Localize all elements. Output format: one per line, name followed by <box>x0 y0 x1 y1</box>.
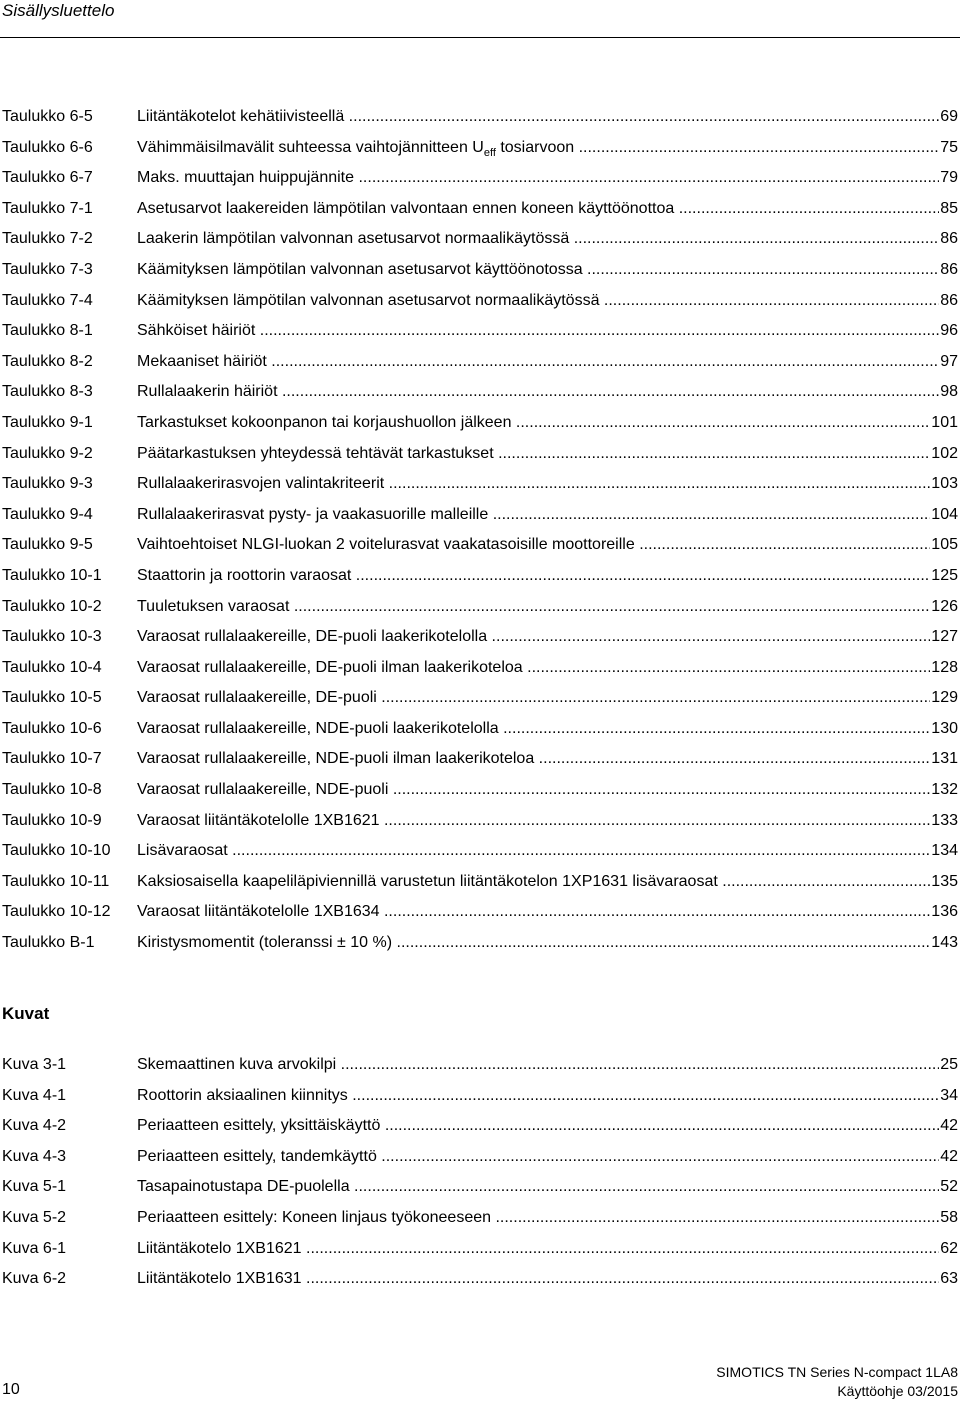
entry-title-text: Liitäntäkotelo 1XB1631 <box>137 1270 302 1288</box>
entry-page-number: 143 <box>931 934 958 952</box>
table-entry[interactable] <box>2 255 958 286</box>
entry-page-number: 63 <box>940 1270 958 1288</box>
header-divider <box>0 37 960 38</box>
entry-page-number: 103 <box>931 475 958 493</box>
entry-title <box>137 439 930 470</box>
entry-page-number: 136 <box>931 903 958 921</box>
entry-page-number: 42 <box>940 1117 958 1135</box>
entry-title-text: Varaosat rullalaakereille, DE-puoli laakerikotelolla <box>137 628 488 646</box>
table-entry[interactable] <box>2 377 958 408</box>
entry-title <box>137 530 930 561</box>
entry-title <box>137 775 930 806</box>
figure-entry[interactable] <box>2 1264 958 1295</box>
entry-title <box>137 1142 939 1173</box>
table-entry[interactable] <box>2 836 958 867</box>
entry-title-text: Varaosat liitäntäkotelolle 1XB1634 <box>137 903 380 921</box>
footer-manual: Käyttöohje 03/2015 <box>837 1383 958 1399</box>
entry-title-text: Periaatteen esittely, tandemkäyttö <box>137 1147 377 1165</box>
figure-entry[interactable] <box>2 1142 958 1173</box>
entry-page-number: 34 <box>940 1086 958 1104</box>
entry-label: Kuva 4-2 <box>2 1117 67 1135</box>
figures-heading: Kuvat <box>2 1004 50 1023</box>
entry-title <box>137 592 930 623</box>
entry-label: Taulukko 10-1 <box>2 566 102 584</box>
table-entry[interactable] <box>2 653 958 684</box>
table-entry[interactable] <box>2 163 958 194</box>
entry-title <box>137 653 930 684</box>
entry-title <box>137 561 930 592</box>
table-entry[interactable] <box>2 592 958 623</box>
table-entry[interactable] <box>2 408 958 439</box>
entry-label: Taulukko 7-2 <box>2 230 93 248</box>
entry-title <box>137 897 930 928</box>
entry-title-text: Varaosat rullalaakereille, NDE-puoli ilman laakerikoteloa <box>137 750 535 768</box>
table-entry[interactable] <box>2 439 958 470</box>
entry-label: Kuva 6-1 <box>2 1239 67 1257</box>
entry-title-text: Tarkastukset kokoonpanon tai korjaushuollon jälkeen <box>137 413 512 431</box>
entry-label: Taulukko 10-7 <box>2 750 102 768</box>
entry-title-text: Vähimmäisilmavälit suhteessa vaihtojännitteen U <box>137 138 484 156</box>
tables-list <box>2 102 958 959</box>
page-number: 10 <box>2 1381 20 1398</box>
entry-label: Taulukko 8-3 <box>2 383 93 401</box>
entry-title-text: Varaosat rullalaakereille, NDE-puoli <box>137 781 389 799</box>
entry-page-number: 135 <box>931 872 958 890</box>
entry-page-number: 58 <box>940 1208 958 1226</box>
entry-title-text: Periaatteen esittely: Koneen linjaus työkoneeseen <box>137 1208 492 1226</box>
entry-page-number: 129 <box>931 689 958 707</box>
entry-title <box>137 714 930 745</box>
entry-label: Kuva 3-1 <box>2 1056 67 1073</box>
entry-page-number: 86 <box>940 260 958 278</box>
entry-page-number: 69 <box>940 108 958 125</box>
table-entry[interactable] <box>2 806 958 837</box>
entry-label: Taulukko B-1 <box>2 934 95 952</box>
table-entry[interactable] <box>2 500 958 531</box>
entry-page-number: 75 <box>940 138 958 156</box>
figure-entry[interactable] <box>2 1172 958 1203</box>
entry-title <box>137 1111 939 1142</box>
entry-page-number: 105 <box>931 536 958 554</box>
entry-title-text: Varaosat liitäntäkotelolle 1XB1621 <box>137 811 380 829</box>
figure-entry[interactable] <box>2 1081 958 1112</box>
entry-title <box>137 469 930 500</box>
entry-title <box>137 255 939 286</box>
entry-label: Taulukko 9-5 <box>2 536 93 554</box>
entry-title-text: Staattorin ja roottorin varaosat <box>137 566 352 584</box>
entry-title-text: Periaatteen esittely, yksittäiskäyttö <box>137 1117 381 1135</box>
table-entry[interactable] <box>2 316 958 347</box>
entry-title-text: Skemaattinen kuva arvokilpi <box>137 1056 337 1073</box>
entry-title <box>137 316 939 347</box>
entry-page-number: 62 <box>940 1239 958 1257</box>
table-entry[interactable] <box>2 469 958 500</box>
table-entry[interactable] <box>2 133 958 164</box>
entry-title <box>137 224 939 255</box>
entry-title-text: Liitäntäkotelo 1XB1621 <box>137 1239 302 1257</box>
entry-title-text: Rullalaakerirasvojen valintakriteerit <box>137 475 385 493</box>
entry-label: Taulukko 7-1 <box>2 199 93 217</box>
figures-list <box>2 1050 958 1295</box>
entry-page-number: 126 <box>931 597 958 615</box>
entry-label: Taulukko 6-7 <box>2 169 93 187</box>
entry-title <box>137 102 939 133</box>
figure-entry[interactable] <box>2 1203 958 1234</box>
entry-title-text: Maks. muuttajan huippujännite <box>137 169 355 187</box>
entry-title-text: Lisävaraosat <box>137 842 228 860</box>
entry-title-text: Tasapainotustapa DE-puolella <box>137 1178 350 1196</box>
entry-page-number: 131 <box>931 750 958 768</box>
entry-title-text: Kiristysmomentit (toleranssi ± 10 %) <box>137 934 393 952</box>
entry-page-number: 25 <box>940 1056 958 1073</box>
entry-title-text-after: tosiarvoon <box>495 138 575 156</box>
table-entry[interactable] <box>2 897 958 928</box>
table-entry[interactable] <box>2 683 958 714</box>
entry-page-number: 52 <box>940 1178 958 1196</box>
table-entry[interactable] <box>2 867 958 898</box>
entry-title-text: Sähköiset häiriöt <box>137 322 256 340</box>
entry-page-number: 42 <box>940 1147 958 1165</box>
entry-title <box>137 1050 939 1081</box>
entry-title <box>137 377 939 408</box>
entry-title <box>137 1264 939 1295</box>
entry-title-subscript: eff <box>483 146 496 159</box>
table-entry[interactable] <box>2 744 958 775</box>
entry-label: Taulukko 10-10 <box>2 842 111 860</box>
entry-page-number: 130 <box>931 719 958 737</box>
table-entry[interactable] <box>2 928 958 959</box>
entry-title <box>137 744 930 775</box>
entry-label: Taulukko 10-12 <box>2 903 111 921</box>
entry-title-text: Käämityksen lämpötilan valvonnan asetusarvot käyttöönotossa <box>137 260 583 278</box>
entry-label: Taulukko 7-3 <box>2 260 93 278</box>
entry-label: Taulukko 8-2 <box>2 352 93 370</box>
entry-label: Kuva 4-1 <box>2 1086 67 1104</box>
entry-title-text: Tuuletuksen varaosat <box>137 597 290 615</box>
entry-title <box>137 408 930 439</box>
entry-page-number: 127 <box>931 628 958 646</box>
table-entry[interactable] <box>2 102 958 133</box>
table-entry[interactable] <box>2 194 958 225</box>
entry-page-number: 85 <box>940 199 958 217</box>
entry-title <box>137 867 930 898</box>
entry-label: Taulukko 10-8 <box>2 781 102 799</box>
entry-title-text: Liitäntäkotelot kehätiivisteellä <box>137 108 345 125</box>
entry-label: Taulukko 9-4 <box>2 505 93 523</box>
entry-page-number: 128 <box>931 658 958 676</box>
entry-page-number: 133 <box>931 811 958 829</box>
entry-label: Taulukko 7-4 <box>2 291 93 309</box>
entry-page-number: 104 <box>931 505 958 523</box>
entry-title <box>137 286 939 317</box>
entry-label: Taulukko 6-5 <box>2 108 93 125</box>
figure-entry[interactable] <box>2 1234 958 1265</box>
entry-label: Taulukko 10-5 <box>2 689 102 707</box>
entry-title-text: Varaosat rullalaakereille, DE-puoli ilman laakerikoteloa <box>137 658 523 676</box>
footer-product: SIMOTICS TN Series N-compact 1LA8 <box>716 1364 958 1380</box>
entry-label: Taulukko 10-9 <box>2 811 102 829</box>
entry-label: Kuva 5-2 <box>2 1208 67 1226</box>
entry-label: Taulukko 10-3 <box>2 628 102 646</box>
entry-page-number: 86 <box>940 230 958 248</box>
entry-title-text: Asetusarvot laakereiden lämpötilan valvontaan ennen koneen käyttöönottoa <box>137 199 675 217</box>
entry-label: Taulukko 9-1 <box>2 413 93 431</box>
entry-page-number: 96 <box>940 322 958 340</box>
entry-title-text: Roottorin aksiaalinen kiinnitys <box>137 1086 348 1104</box>
entry-title <box>137 347 939 378</box>
entry-title <box>137 806 930 837</box>
table-entry[interactable] <box>2 224 958 255</box>
entry-title-text: Käämityksen lämpötilan valvonnan asetusarvot normaalikäytössä <box>137 291 600 309</box>
table-entry[interactable] <box>2 347 958 378</box>
entry-title-text: Rullalaakerirasvat pysty- ja vaakasuorille malleille <box>137 505 489 523</box>
entry-title <box>137 622 930 653</box>
entry-title-text: Varaosat rullalaakereille, NDE-puoli laakerikotelolla <box>137 719 499 737</box>
entry-title-text: Mekaaniset häiriöt <box>137 352 267 370</box>
entry-page-number: 97 <box>940 352 958 370</box>
table-entry[interactable] <box>2 714 958 745</box>
entry-title-text: Vaihtoehtoiset NLGI-luokan 2 voitelurasvat vaakatasoisille moottoreille <box>137 536 635 554</box>
entry-label: Taulukko 8-1 <box>2 322 93 340</box>
page-header-title: Sisällysluettelo <box>2 1 115 20</box>
entry-title <box>137 500 930 531</box>
entry-title-text: Rullalaakerin häiriöt <box>137 383 278 401</box>
entry-title-text: Päätarkastuksen yhteydessä tehtävät tarkastukset <box>137 444 494 462</box>
table-entry[interactable] <box>2 775 958 806</box>
entry-label: Kuva 6-2 <box>2 1270 67 1288</box>
entry-title <box>137 836 930 867</box>
entry-title <box>137 1234 939 1265</box>
entry-page-number: 134 <box>931 842 958 860</box>
entry-label: Taulukko 6-6 <box>2 138 93 156</box>
table-entry[interactable] <box>2 530 958 561</box>
entry-label: Taulukko 9-3 <box>2 475 93 493</box>
entry-page-number: 125 <box>931 566 958 584</box>
entry-label: Taulukko 10-6 <box>2 719 102 737</box>
entry-title <box>137 683 930 714</box>
figure-entry[interactable] <box>2 1050 958 1081</box>
entry-title <box>137 194 939 225</box>
table-entry[interactable] <box>2 286 958 317</box>
entry-label: Taulukko 10-4 <box>2 658 102 676</box>
entry-title-text: Laakerin lämpötilan valvonnan asetusarvot normaalikäytössä <box>137 230 570 248</box>
table-entry[interactable] <box>2 561 958 592</box>
entry-page-number: 132 <box>931 781 958 799</box>
footer-info <box>716 1363 958 1401</box>
entry-title <box>137 163 939 194</box>
entry-page-number: 101 <box>931 413 958 431</box>
entry-label: Kuva 4-3 <box>2 1147 67 1165</box>
figure-entry[interactable] <box>2 1111 958 1142</box>
entry-label: Taulukko 9-2 <box>2 444 93 462</box>
entry-page-number: 102 <box>931 444 958 462</box>
entry-page-number: 79 <box>940 169 958 187</box>
entry-page-number: 98 <box>940 383 958 401</box>
entry-page-number: 86 <box>940 291 958 309</box>
entry-title-text: Kaksiosaisella kaapeliläpiviennillä varustetun liitäntäkotelon 1XP1631 lisävaraosat <box>137 872 718 890</box>
entry-label: Taulukko 10-11 <box>2 872 110 890</box>
entry-title <box>137 1081 939 1112</box>
entry-title <box>137 1172 939 1203</box>
entry-title <box>137 1203 939 1234</box>
table-entry[interactable] <box>2 622 958 653</box>
entry-title <box>137 928 930 959</box>
entry-label: Taulukko 10-2 <box>2 597 102 615</box>
entry-title-text: Varaosat rullalaakereille, DE-puoli <box>137 689 377 707</box>
entry-label: Kuva 5-1 <box>2 1178 67 1196</box>
